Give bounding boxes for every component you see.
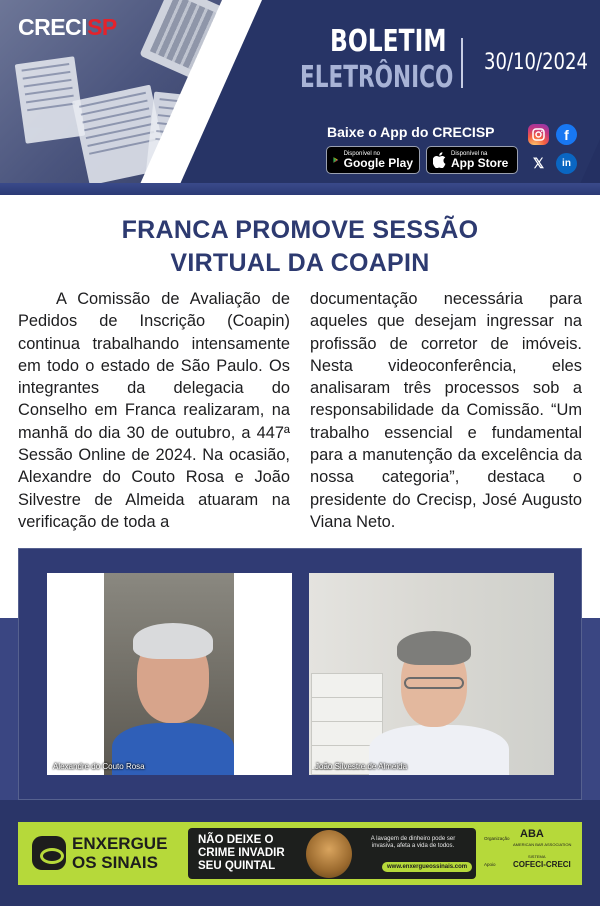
facebook-icon[interactable]: f [556,124,577,145]
logo-main-text: CRECI [18,14,88,40]
newsletter-title-line2: ELETRÔNICO [300,60,454,95]
header-banner [0,0,600,195]
ad-warning [198,834,285,873]
ad-slogan-line1: ENXERGUE [72,834,168,853]
article-column-2: documentação necessária para aqueles que desejam ingressar na profissão de corretor de imóveis. Nesta videoconferência, eles analisaram três processos sob a responsabilidade da Comissão. “Um trabalho essencial e fundamental para a manutenção da excelência da nossa categoria”, destaca o presidente do Crecisp, José Augusto Viana Neto. [310,290,582,531]
title-divider [461,38,463,88]
article-column-1: A Comissão de Avaliação de Pedidos de Inscrição (Coapin) continua trabalhando intensamente em todo o estado de São Paulo. Os integrantes da delegacia do Conselho em Franca realizaram, na manhã do dia 30 de outubro, a 447ª Sessão Online de 2024. Na ocasião, Alexandre do Couto Rosa e João Silvestre de Almeida atuaram na verificação de toda a [18,290,290,531]
ad-warning-line1: NÃO DEIXE O [198,834,274,846]
crecisp-logo[interactable] [18,14,117,41]
google-play-small-text: Disponível no [343,151,380,157]
video-tile-participant-2 [309,573,554,775]
ad-label-support: Apoio [484,862,496,867]
aba-logo-subtitle: AMERICAN BAR ASSOCIATION [513,842,572,847]
cofeci-logo-top: SISTEMA [528,854,546,859]
cofeci-creci-logo: COFECI-CRECI [513,860,571,869]
instagram-icon[interactable] [528,124,549,145]
google-play-button[interactable] [326,146,420,174]
ad-slogan-line2: OS SINAIS [72,853,158,872]
app-download-label: Baixe o App do CRECISP [327,124,495,140]
video-tile-participant-1 [47,573,292,775]
headline-line1: FRANCA PROMOVE SESSÃO [121,216,479,244]
ad-small-text: A lavagem de dinheiro pode ser invasiva, afeta a vida de todos. [370,836,456,849]
apple-icon [433,152,446,168]
mascot-image [306,830,352,878]
logo-accent-text: SP [87,14,117,40]
ad-warning-line3: SEU QUINTAL [198,860,276,872]
x-icon[interactable]: 𝕏 [528,153,549,174]
headline-line2: VIRTUAL DA COAPIN [170,249,430,277]
app-store-big-text: App Store [451,156,509,170]
aba-logo: ABA [520,828,544,840]
ad-banner[interactable] [18,822,582,885]
ad-label-organization: Organização [484,836,510,841]
ad-url-link[interactable]: www.enxergueossinais.com [382,862,472,872]
eye-icon [32,836,66,870]
google-play-big-text: Google Play [343,156,413,170]
article-headline [0,214,600,280]
participant-1-name: Alexandre do Couto Rosa [53,762,145,771]
linkedin-icon[interactable]: in [556,153,577,174]
participant-2-name: João Silvestre de Almeida [315,762,408,771]
app-store-button[interactable] [426,146,518,174]
edition-date: 30/10/2024 [484,50,588,75]
ad-slogan [72,834,167,872]
app-store-small-text: Disponível na [451,151,488,157]
newsletter-title-line1: BOLETIM [330,24,447,59]
google-play-icon [333,152,339,168]
ad-warning-line2: CRIME INVADIR [198,847,285,859]
